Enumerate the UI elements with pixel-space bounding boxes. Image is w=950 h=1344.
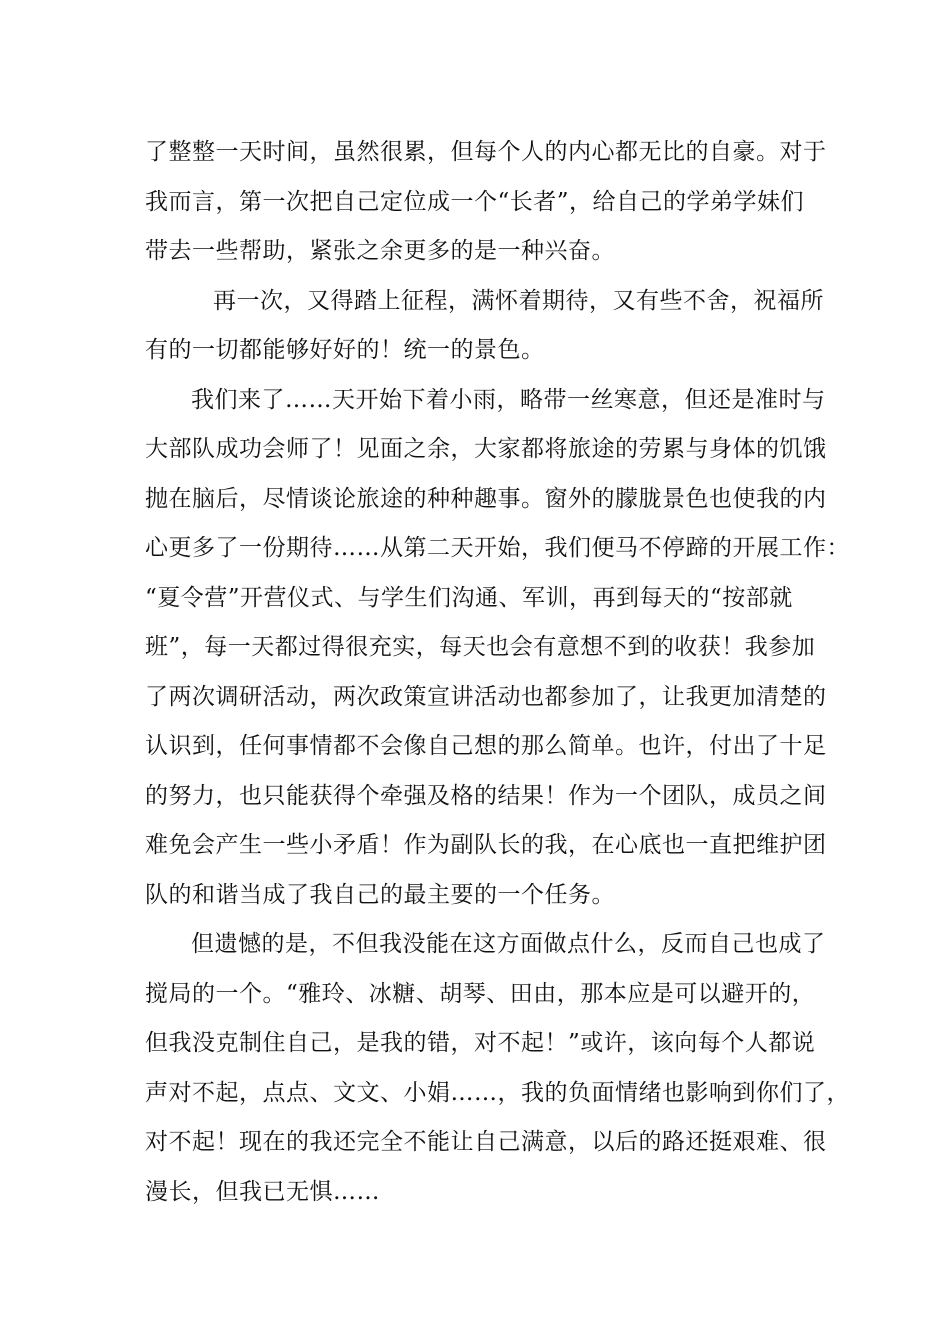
text-line: 再一次，又得踏上征程，满怀着期待，又有些不舍，祝福所 [213,287,824,314]
text-line: 带去一些帮助，紧张之余更多的是一种兴奋。 [145,238,615,264]
text-line: 了整整一天时间，虽然很累，但每个人的内心都无比的自豪。对于 [145,139,827,165]
text-line: 但遗憾的是，不但我没能在这方面做点什么，反而自己也成了 [191,931,826,957]
text-line: 搅局的一个。“雅玲、冰糖、胡琴、田由，那本应是可以避开的， [145,980,816,1007]
paragraph-3 [145,376,850,921]
text-line: 的努力，也只能获得个牵强及格的结果！作为一个团队，成员之间 [145,782,827,809]
text-line: 有的一切都能够好好的！统一的景色。 [145,337,545,363]
text-line: 队的和谐当成了我自己的最主要的一个任务。 [145,881,615,908]
document-body [145,128,850,1217]
text-line: 班”，每一天都过得很充实，每天也会有意想不到的收获！我参加 [145,634,816,660]
text-line: 大部队成功会师了！见面之余，大家都将旅途的劳累与身体的饥饿 [145,436,827,462]
text-line: 了两次调研活动，两次政策宣讲活动也都参加了，让我更加清楚的 [145,683,827,710]
text-line: 我们来了……天开始下着小雨，略带一丝寒意，但还是准时与 [191,386,826,413]
text-line: 声对不起，点点、文文、小娟……，我的负面情绪也影响到你们了， [145,1079,850,1106]
text-line: 难免会产生一些小矛盾！作为副队长的我，在心底也一直把维护团 [145,832,827,858]
text-line: 心更多了一份期待……从第二天开始，我们便马不停蹄的开展工作： [145,535,850,561]
text-line: “夏令营”开营仪式、与学生们沟通、军训，再到每天的“按部就 [145,584,793,611]
paragraph-2 [145,277,835,376]
paragraph-1 [145,128,835,277]
paragraph-4 [145,920,850,1217]
text-line: 认识到，任何事情都不会像自己想的那么简单。也许，付出了十足 [145,733,827,759]
text-line: 漫长，但我已无惧…… [145,1178,380,1205]
text-line: 但我没克制住自己，是我的错，对不起！”或许，该向每个人都说 [145,1030,816,1056]
text-line: 我而言，第一次把自己定位成一个“长者”，给自己的学弟学妹们 [145,188,805,215]
text-line: 对不起！现在的我还完全不能让自己满意，以后的路还挺艰难、很 [145,1129,827,1155]
text-line: 抛在脑后，尽情谈论旅途的种种趣事。窗外的朦胧景色也使我的内 [145,485,827,512]
